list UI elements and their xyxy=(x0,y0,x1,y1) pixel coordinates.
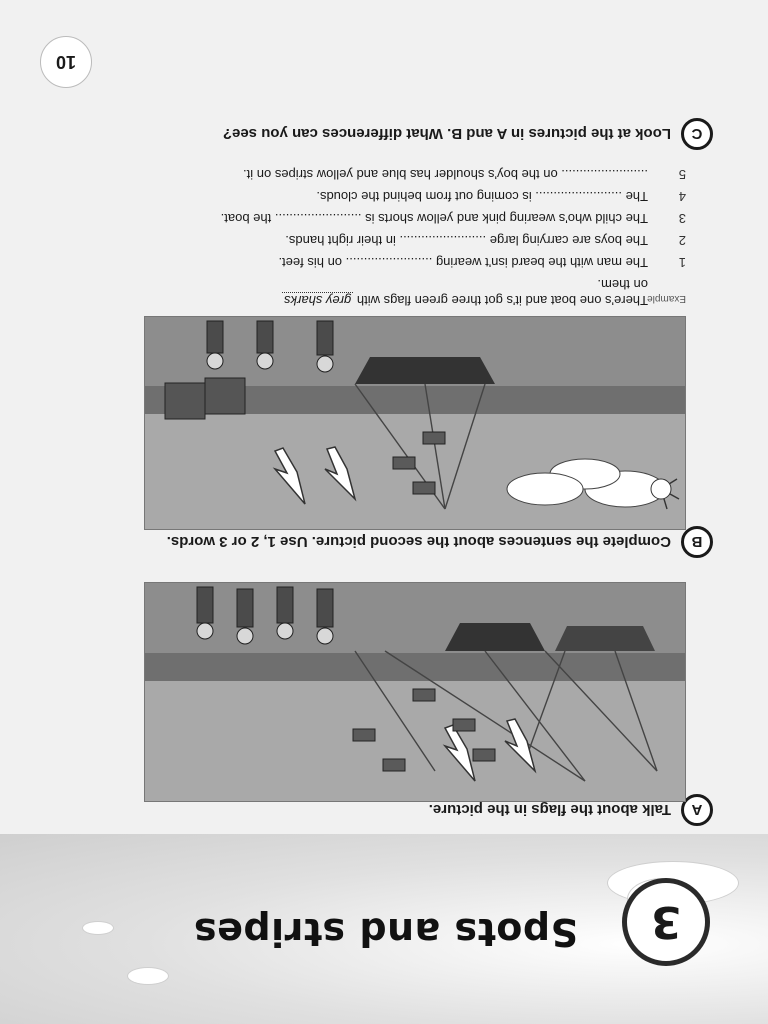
section-a-instruction: Talk about the flags in the picture. xyxy=(428,801,671,819)
section-c-heading xyxy=(223,118,713,150)
cloud-shape xyxy=(128,968,168,984)
item-number: 5 xyxy=(678,167,686,182)
unit-number: 3 xyxy=(650,896,682,948)
item-number: 1 xyxy=(678,255,686,270)
example-label: Example xyxy=(647,293,686,304)
exercise-item xyxy=(126,254,686,270)
example-row xyxy=(126,276,686,308)
example-end: on them. xyxy=(597,277,648,292)
section-c-instruction: Look at the pictures in A and B. What differences can you see? xyxy=(222,125,671,143)
picture-b xyxy=(144,316,686,530)
exercise-item xyxy=(126,188,686,204)
item-number: 2 xyxy=(678,233,686,248)
exercise-b xyxy=(126,160,686,308)
page-number: 10 xyxy=(40,36,92,88)
item-text: The man with the beard isn't wearing ........................ on his feet. xyxy=(278,255,648,270)
exercise-item xyxy=(126,166,686,182)
unit-title: Spots and stripes xyxy=(193,910,578,954)
section-b-badge: B xyxy=(681,526,713,558)
section-c-badge: C xyxy=(681,118,713,150)
picture-a xyxy=(144,582,686,802)
exercise-item xyxy=(126,210,686,226)
item-text: The ........................ is coming out from behind the clouds. xyxy=(316,189,648,204)
unit-number-badge xyxy=(622,878,710,966)
section-b-heading xyxy=(167,526,713,558)
example-text: There's one boat and it's got three green flags with xyxy=(356,293,648,308)
item-text: The boys are carrying large ........................ in their right hands. xyxy=(285,233,648,248)
item-text: ........................ on the boy's shoulder has blue and yellow stripes on it. xyxy=(243,167,648,182)
example-sentence xyxy=(126,276,648,308)
exercise-item xyxy=(126,232,686,248)
cloud-shape xyxy=(83,922,113,934)
section-b-instruction: Complete the sentences about the second picture. Use 1, 2 or 3 words. xyxy=(166,533,671,551)
section-a-badge: A xyxy=(681,794,713,826)
example-answer: grey sharks xyxy=(284,293,352,308)
item-number: 4 xyxy=(678,189,686,204)
item-text: The child who's wearing pink and yellow shorts is ........................ the boat. xyxy=(220,211,648,226)
item-number: 3 xyxy=(678,211,686,226)
